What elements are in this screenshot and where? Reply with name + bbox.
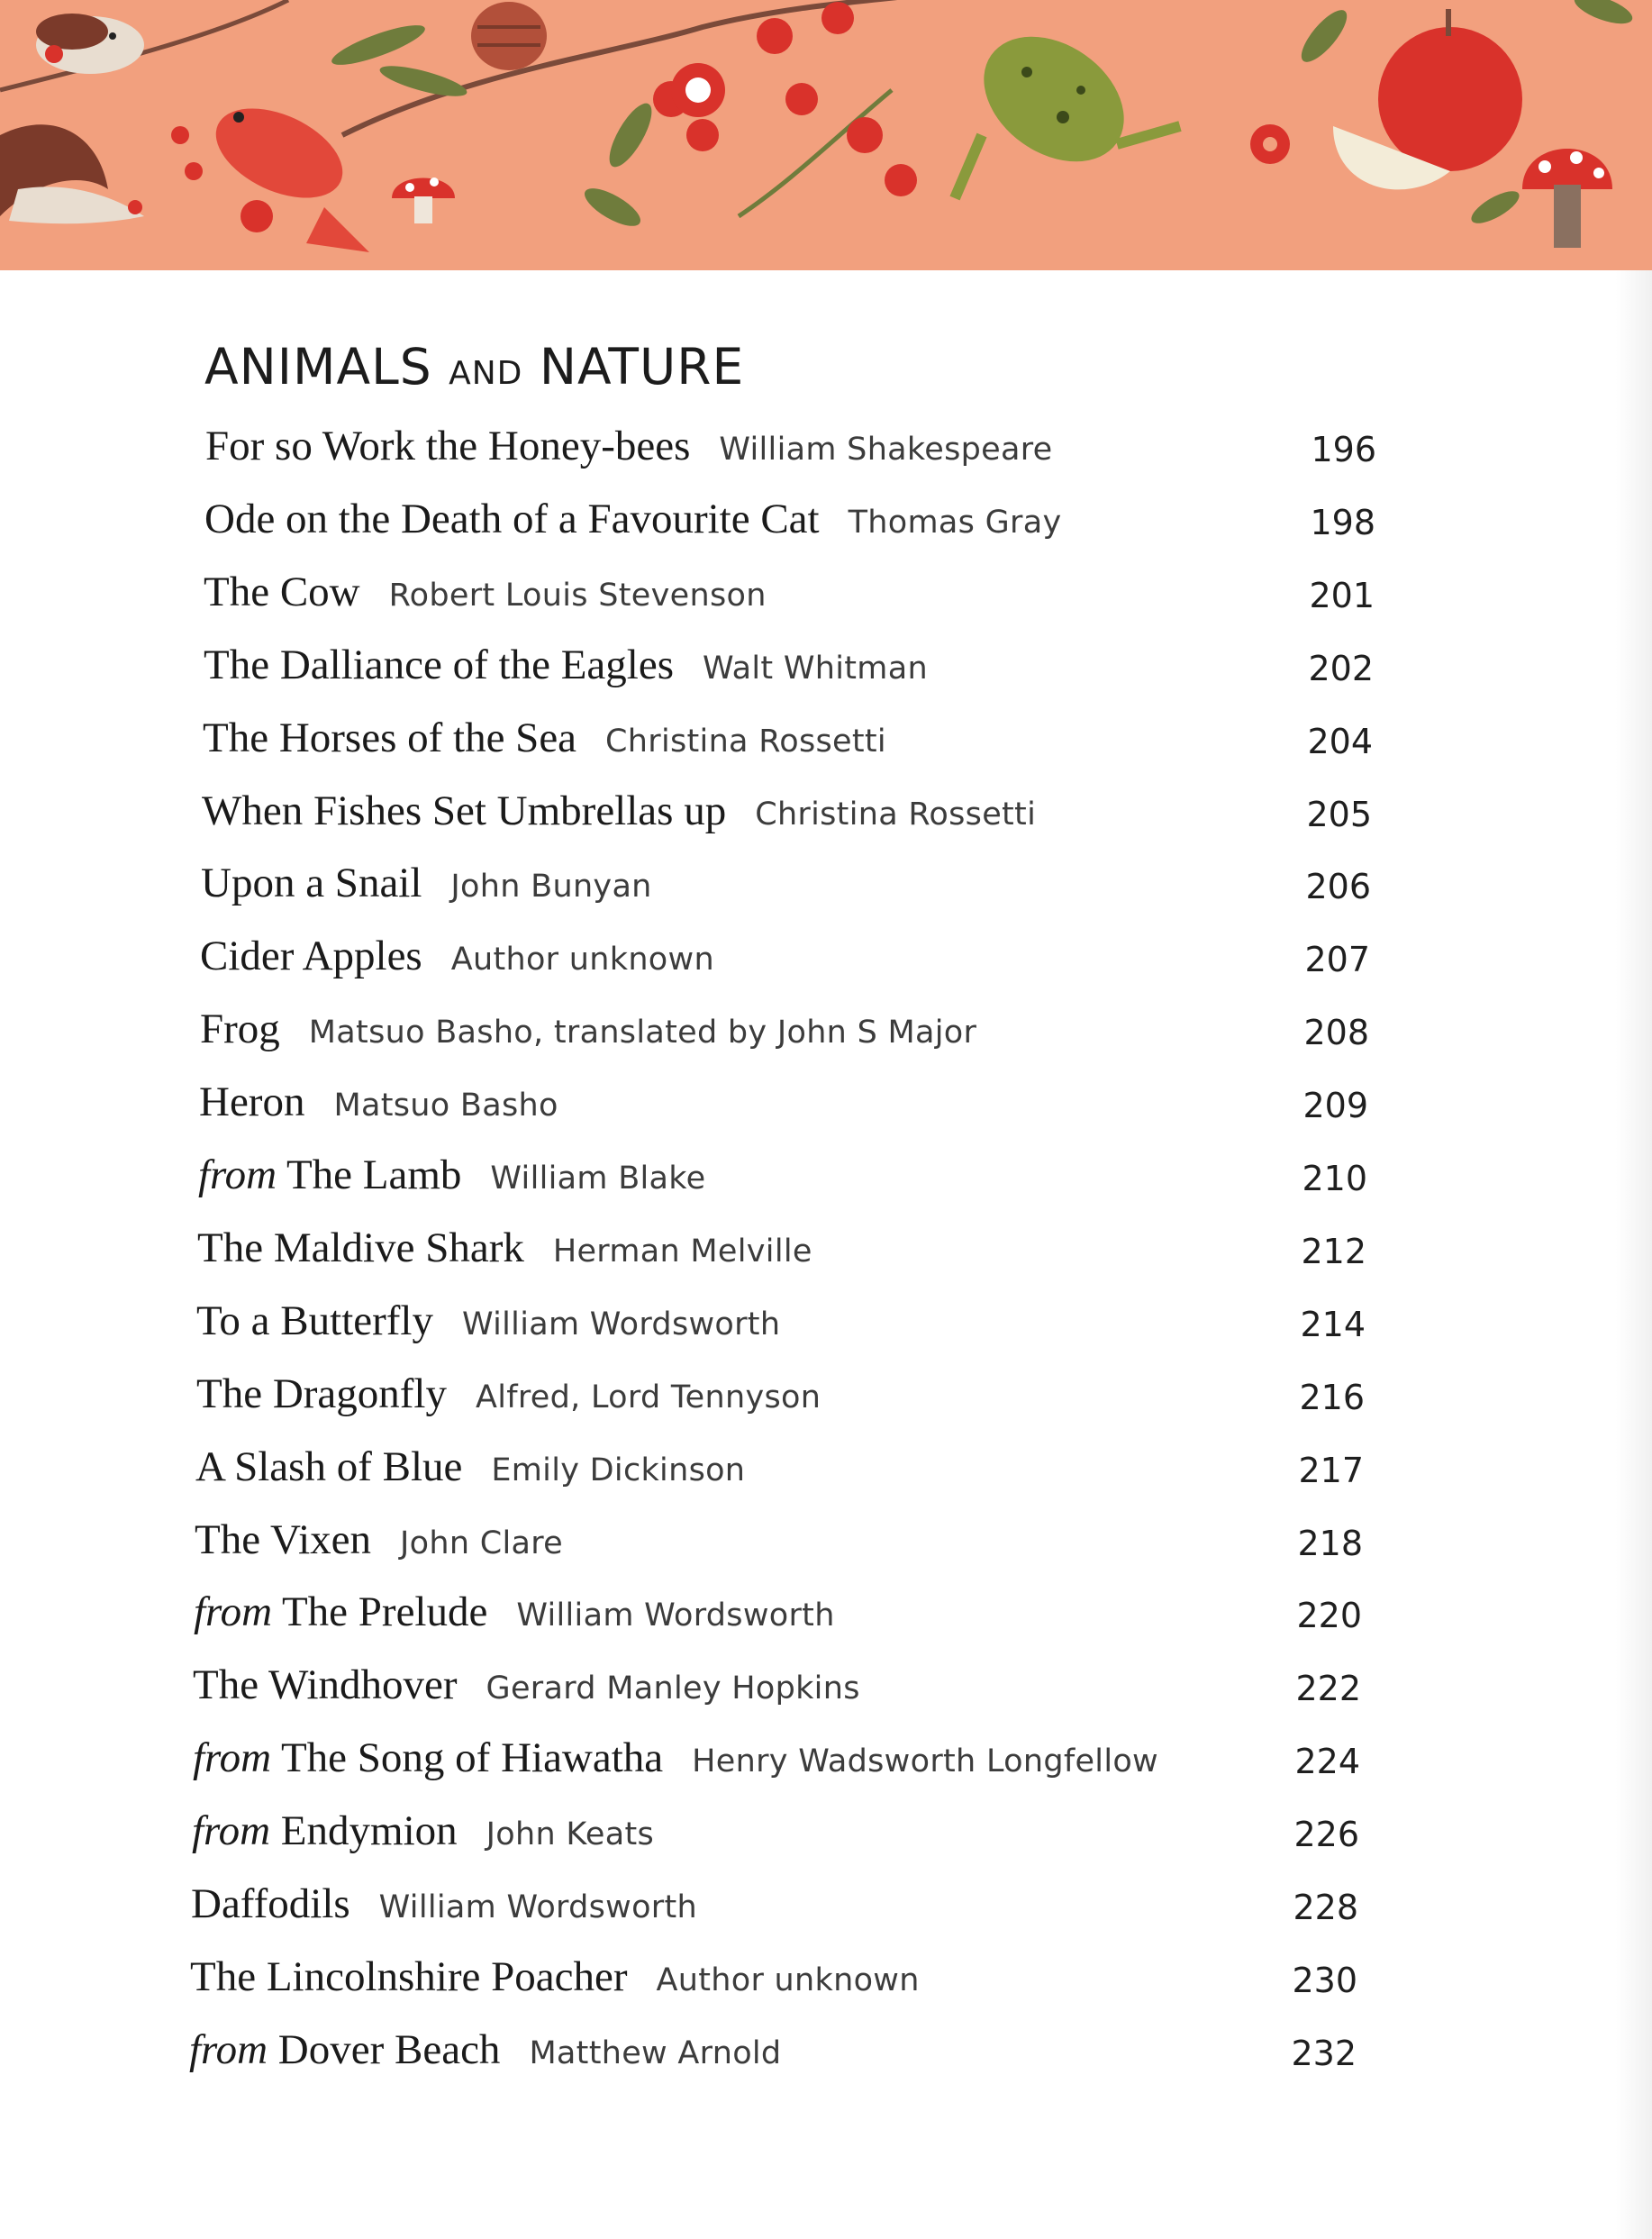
toc-entry[interactable] [199, 1070, 558, 1133]
title-text: Ode on the Death of a Favourite Cat [204, 496, 820, 542]
title-text: The Dragonfly [196, 1370, 447, 1417]
heading-small-caps: AND [449, 355, 523, 392]
poem-title [202, 787, 726, 834]
poem-author: Matsuo Basho [333, 1088, 558, 1124]
page-number[interactable]: 212 [1301, 1232, 1366, 1271]
poem-title [204, 642, 674, 688]
page-number[interactable]: 222 [1295, 1669, 1361, 1708]
poem-title [190, 1953, 628, 2000]
page-number[interactable]: 220 [1296, 1596, 1362, 1635]
poem-title [189, 2026, 500, 2073]
poem-title [197, 1224, 524, 1271]
poem-title [193, 1661, 458, 1708]
title-prefix: from [193, 1734, 272, 1781]
toc-entry[interactable] [200, 924, 714, 988]
title-text: Dover Beach [277, 2026, 501, 2073]
poem-author: John Keats [486, 1816, 654, 1852]
toc-entry[interactable] [201, 851, 652, 915]
title-text: The Maldive Shark [197, 1224, 524, 1271]
poem-title [201, 860, 422, 906]
poem-title [191, 1880, 350, 1927]
poem-title [204, 496, 820, 542]
title-text: Frog [200, 1006, 280, 1052]
poem-author: William Wordsworth [461, 1306, 781, 1342]
poem-author: John Bunyan [450, 869, 652, 905]
page-number[interactable]: 232 [1291, 2034, 1357, 2073]
page-number[interactable]: 226 [1293, 1815, 1359, 1854]
poem-author: Matthew Arnold [529, 2035, 782, 2071]
poem-author: William Wordsworth [516, 1597, 835, 1634]
toc-entry[interactable] [204, 560, 767, 623]
toc-entry[interactable] [193, 1726, 1158, 1789]
page-number[interactable]: 210 [1302, 1159, 1367, 1198]
toc-entry[interactable] [191, 1872, 697, 1935]
poem-author: Alfred, Lord Tennyson [475, 1379, 821, 1415]
poem-author: William Shakespeare [719, 432, 1053, 468]
poem-author: Robert Louis Stevenson [388, 578, 767, 614]
poem-author: Emily Dickinson [491, 1452, 746, 1488]
toc-entry[interactable] [202, 779, 1036, 842]
title-text: The Lincolnshire Poacher [190, 1953, 628, 2000]
page-number[interactable]: 209 [1303, 1086, 1368, 1125]
toc-entry[interactable] [195, 1435, 745, 1498]
page-number[interactable]: 201 [1309, 576, 1375, 615]
toc-entry[interactable] [193, 1653, 860, 1716]
title-text: A Slash of Blue [195, 1443, 463, 1490]
page-number[interactable]: 216 [1299, 1378, 1365, 1417]
title-text: To a Butterfly [196, 1297, 433, 1344]
title-text: For so Work the Honey-bees [205, 423, 691, 469]
toc-entry[interactable] [200, 997, 976, 1060]
poem-author: Author unknown [450, 942, 714, 978]
poem-author: Gerard Manley Hopkins [486, 1670, 860, 1707]
toc-entry[interactable] [195, 1508, 563, 1571]
title-text: The Prelude [281, 1588, 488, 1635]
poem-title [193, 1734, 663, 1781]
page-number[interactable]: 230 [1292, 1961, 1357, 2000]
title-text: The Dalliance of the Eagles [204, 642, 674, 688]
poem-title [205, 423, 690, 469]
toc-entry[interactable] [196, 1289, 780, 1352]
title-text: The Cow [204, 569, 360, 615]
title-prefix: from [192, 1807, 271, 1854]
title-text: The Horses of the Sea [203, 714, 577, 761]
title-text: Daffodils [191, 1880, 350, 1927]
page-number[interactable]: 206 [1305, 867, 1371, 906]
poem-title [196, 1297, 433, 1344]
title-text: The Windhover [193, 1661, 458, 1708]
title-prefix: from [194, 1588, 273, 1635]
title-prefix: from [198, 1151, 277, 1198]
poem-author: Herman Melville [552, 1233, 812, 1270]
toc-entry[interactable] [198, 1143, 705, 1206]
poem-title [198, 1151, 461, 1198]
poem-author: Christina Rossetti [755, 796, 1037, 833]
title-text: Upon a Snail [201, 860, 422, 906]
toc-entry[interactable] [190, 1945, 920, 2008]
poem-title [200, 1006, 280, 1052]
title-text: The Song of Hiawatha [280, 1734, 664, 1781]
poem-title [199, 1079, 304, 1125]
title-text: The Lamb [286, 1151, 462, 1198]
poem-author: Christina Rossetti [605, 724, 886, 760]
page-number[interactable]: 205 [1306, 795, 1372, 834]
page-number[interactable]: 214 [1300, 1305, 1366, 1344]
page-number[interactable]: 207 [1304, 940, 1370, 979]
heading-word-1: ANIMALS [204, 338, 432, 396]
toc-entry[interactable] [204, 633, 928, 696]
page-number[interactable]: 196 [1311, 430, 1376, 469]
toc-entry[interactable] [203, 706, 886, 769]
poem-title [204, 569, 360, 615]
heading-word-2: NATURE [539, 338, 745, 396]
page-number[interactable]: 224 [1294, 1742, 1360, 1781]
poem-author: John Clare [400, 1525, 564, 1561]
title-text: Cider Apples [200, 933, 422, 979]
poem-title [200, 933, 422, 979]
poem-author: Walt Whitman [702, 651, 928, 687]
toc-entry[interactable] [197, 1216, 812, 1279]
page-number[interactable]: 204 [1307, 722, 1373, 761]
poem-author: Matsuo Basho, translated by John S Major [308, 1015, 977, 1051]
poem-author: Henry Wadsworth Longfellow [692, 1743, 1158, 1779]
poem-author: William Wordsworth [378, 1889, 698, 1925]
poem-title [196, 1370, 447, 1417]
page-number[interactable]: 217 [1298, 1451, 1364, 1490]
title-text: The Vixen [195, 1516, 372, 1563]
title-text: When Fishes Set Umbrellas up [202, 787, 727, 834]
toc-entry[interactable] [189, 2018, 781, 2081]
page-number[interactable]: 202 [1308, 649, 1374, 688]
poem-title [194, 1588, 487, 1635]
poem-title [203, 714, 576, 761]
page-number[interactable]: 198 [1310, 503, 1375, 542]
toc-entry[interactable] [204, 487, 1061, 551]
toc-entry[interactable] [196, 1362, 821, 1425]
toc-entry[interactable] [192, 1799, 654, 1862]
poem-author: Thomas Gray [848, 505, 1062, 541]
poem-title [195, 1443, 462, 1490]
poem-title [192, 1807, 458, 1854]
title-prefix: from [189, 2026, 268, 2073]
title-text: Heron [199, 1079, 305, 1125]
page-number[interactable]: 208 [1303, 1013, 1369, 1052]
poem-author: Author unknown [656, 1962, 920, 1998]
poem-title [195, 1516, 371, 1563]
toc-entry[interactable] [205, 414, 1052, 478]
poem-author: William Blake [490, 1160, 706, 1197]
title-text: Endymion [280, 1807, 458, 1854]
page-number[interactable]: 228 [1293, 1888, 1358, 1927]
toc-entry[interactable] [194, 1580, 835, 1643]
page-number[interactable]: 218 [1297, 1524, 1363, 1563]
